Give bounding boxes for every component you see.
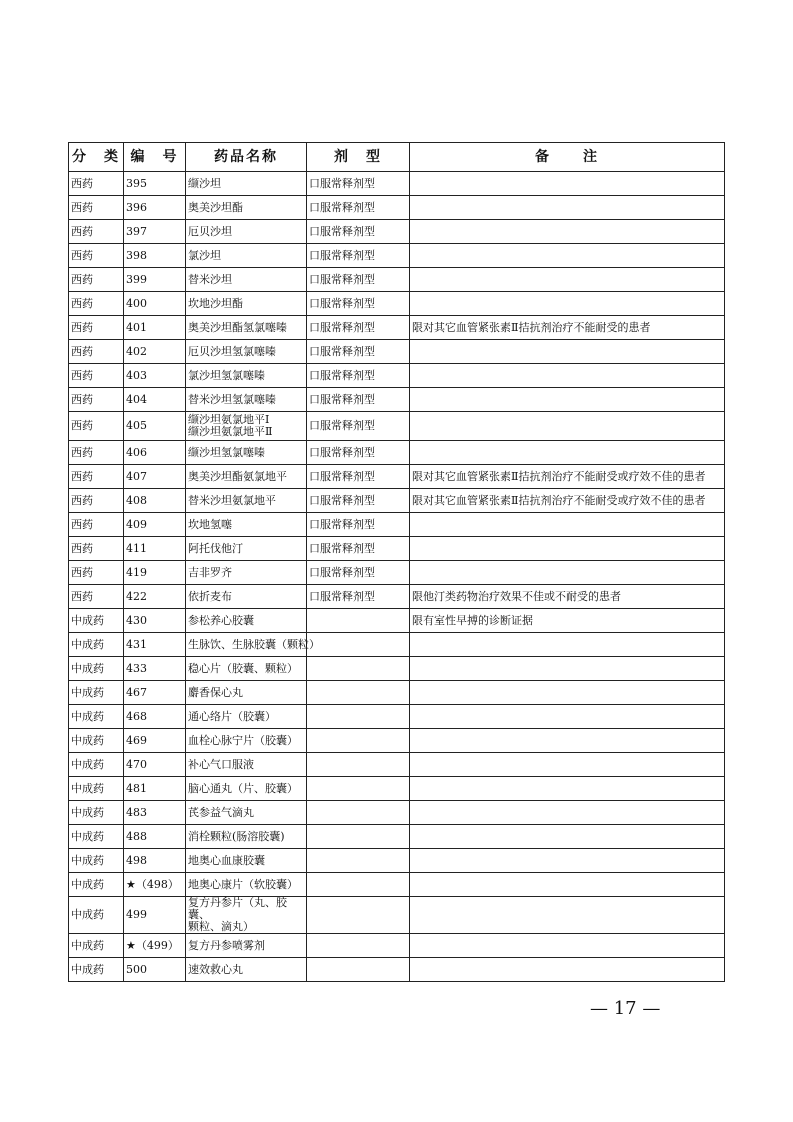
- table-row: [69, 681, 725, 705]
- table-row: [69, 537, 725, 561]
- table-row: [69, 705, 725, 729]
- table-row: [69, 849, 725, 873]
- number-cell: 395: [124, 172, 186, 196]
- drug-name-cell: 复方丹参片（丸、胶囊、 颗粒、滴丸）: [186, 897, 307, 934]
- drug-list-table: [68, 142, 725, 982]
- category-cell: 中成药: [69, 705, 124, 729]
- remarks-cell: [410, 849, 725, 873]
- drug-name-cell: 麝香保心丸: [186, 681, 307, 705]
- number-cell: 401: [124, 316, 186, 340]
- number-cell: 396: [124, 196, 186, 220]
- number-cell: 430: [124, 609, 186, 633]
- number-cell: 470: [124, 753, 186, 777]
- remarks-cell: [410, 705, 725, 729]
- table-row: [69, 489, 725, 513]
- table-body: [69, 172, 725, 982]
- dosage-form-cell: 口服常释剂型: [307, 489, 410, 513]
- header-drug-name: 药品名称: [186, 143, 307, 172]
- number-cell: 468: [124, 705, 186, 729]
- remarks-cell: [410, 364, 725, 388]
- number-cell: ★（498）: [124, 873, 186, 897]
- remarks-cell: [410, 681, 725, 705]
- drug-name-cell: 氯沙坦: [186, 244, 307, 268]
- table-row: [69, 412, 725, 441]
- remarks-cell: [410, 292, 725, 316]
- drug-name-cell: 厄贝沙坦氢氯噻嗪: [186, 340, 307, 364]
- remarks-cell: [410, 268, 725, 292]
- number-cell: 408: [124, 489, 186, 513]
- table-row: [69, 873, 725, 897]
- dosage-form-cell: 口服常释剂型: [307, 537, 410, 561]
- table-row: [69, 244, 725, 268]
- remarks-cell: [410, 657, 725, 681]
- remarks-cell: 限对其它血管紧张素Ⅱ拮抗剂治疗不能耐受的患者: [410, 316, 725, 340]
- drug-name-cell: 坎地沙坦酯: [186, 292, 307, 316]
- category-cell: 中成药: [69, 849, 124, 873]
- category-cell: 西药: [69, 340, 124, 364]
- category-cell: 中成药: [69, 934, 124, 958]
- drug-name-cell: 奥美沙坦酯: [186, 196, 307, 220]
- remarks-cell: [410, 958, 725, 982]
- table-row: [69, 609, 725, 633]
- category-cell: 中成药: [69, 777, 124, 801]
- number-cell: 422: [124, 585, 186, 609]
- dosage-form-cell: [307, 753, 410, 777]
- drug-name-cell: 地奥心康片（软胶囊）: [186, 873, 307, 897]
- category-cell: 中成药: [69, 897, 124, 934]
- number-cell: 500: [124, 958, 186, 982]
- number-cell: 406: [124, 441, 186, 465]
- remarks-cell: [410, 934, 725, 958]
- remarks-cell: [410, 729, 725, 753]
- drug-name-cell: 通心络片（胶囊）: [186, 705, 307, 729]
- dosage-form-cell: 口服常释剂型: [307, 412, 410, 441]
- page-number: — 17 —: [590, 998, 661, 1019]
- number-cell: 407: [124, 465, 186, 489]
- remarks-cell: [410, 633, 725, 657]
- category-cell: 中成药: [69, 753, 124, 777]
- dosage-form-cell: [307, 873, 410, 897]
- dosage-form-cell: 口服常释剂型: [307, 220, 410, 244]
- remarks-cell: [410, 388, 725, 412]
- remarks-cell: 限有室性早搏的诊断证据: [410, 609, 725, 633]
- dosage-form-cell: 口服常释剂型: [307, 292, 410, 316]
- number-cell: 488: [124, 825, 186, 849]
- remarks-cell: [410, 412, 725, 441]
- table-row: [69, 825, 725, 849]
- number-cell: 469: [124, 729, 186, 753]
- dosage-form-cell: [307, 897, 410, 934]
- table-row: [69, 513, 725, 537]
- dosage-form-cell: 口服常释剂型: [307, 244, 410, 268]
- table-row: [69, 801, 725, 825]
- drug-name-cell: 厄贝沙坦: [186, 220, 307, 244]
- dosage-form-cell: [307, 609, 410, 633]
- number-cell: 398: [124, 244, 186, 268]
- remarks-cell: [410, 537, 725, 561]
- table-row: [69, 657, 725, 681]
- number-cell: 419: [124, 561, 186, 585]
- number-cell: 404: [124, 388, 186, 412]
- dosage-form-cell: 口服常释剂型: [307, 561, 410, 585]
- dosage-form-cell: 口服常释剂型: [307, 388, 410, 412]
- drug-name-cell: 补心气口服液: [186, 753, 307, 777]
- dosage-form-cell: [307, 729, 410, 753]
- dosage-form-cell: [307, 801, 410, 825]
- dosage-form-cell: 口服常释剂型: [307, 268, 410, 292]
- drug-name-cell: 消栓颗粒(肠溶胶囊): [186, 825, 307, 849]
- remarks-cell: [410, 196, 725, 220]
- table-header-row: [69, 143, 725, 172]
- number-cell: 400: [124, 292, 186, 316]
- drug-name-cell: 血栓心脉宁片（胶囊）: [186, 729, 307, 753]
- table-row: [69, 958, 725, 982]
- number-cell: 403: [124, 364, 186, 388]
- category-cell: 西药: [69, 220, 124, 244]
- drug-name-cell: 复方丹参喷雾剂: [186, 934, 307, 958]
- header-category: 分 类: [69, 143, 124, 172]
- remarks-cell: 限对其它血管紧张素Ⅱ拮抗剂治疗不能耐受或疗效不佳的患者: [410, 465, 725, 489]
- dosage-form-cell: [307, 657, 410, 681]
- number-cell: 498: [124, 849, 186, 873]
- category-cell: 西药: [69, 465, 124, 489]
- dosage-form-cell: 口服常释剂型: [307, 172, 410, 196]
- drug-name-cell: 速效救心丸: [186, 958, 307, 982]
- remarks-cell: [410, 340, 725, 364]
- dosage-form-cell: 口服常释剂型: [307, 441, 410, 465]
- category-cell: 西药: [69, 364, 124, 388]
- table-row: [69, 465, 725, 489]
- drug-name-cell: 稳心片（胶囊、颗粒）: [186, 657, 307, 681]
- table-row: [69, 753, 725, 777]
- drug-name-cell: 芪参益气滴丸: [186, 801, 307, 825]
- drug-name-cell: 替米沙坦氢氯噻嗪: [186, 388, 307, 412]
- table-row: [69, 897, 725, 934]
- table-row: [69, 729, 725, 753]
- remarks-cell: [410, 873, 725, 897]
- table-row: [69, 316, 725, 340]
- table-row: [69, 441, 725, 465]
- table-row: [69, 268, 725, 292]
- drug-name-cell: 氯沙坦氢氯噻嗪: [186, 364, 307, 388]
- dosage-form-cell: [307, 633, 410, 657]
- category-cell: 西药: [69, 537, 124, 561]
- remarks-cell: 限他汀类药物治疗效果不佳或不耐受的患者: [410, 585, 725, 609]
- number-cell: 409: [124, 513, 186, 537]
- dosage-form-cell: 口服常释剂型: [307, 465, 410, 489]
- category-cell: 西药: [69, 561, 124, 585]
- category-cell: 西药: [69, 316, 124, 340]
- dosage-form-cell: [307, 958, 410, 982]
- header-remarks: 备 注: [410, 143, 725, 172]
- dosage-form-cell: [307, 681, 410, 705]
- category-cell: 西药: [69, 441, 124, 465]
- dosage-form-cell: [307, 825, 410, 849]
- table-row: [69, 220, 725, 244]
- dosage-form-cell: [307, 934, 410, 958]
- dosage-form-cell: 口服常释剂型: [307, 513, 410, 537]
- number-cell: 483: [124, 801, 186, 825]
- category-cell: 中成药: [69, 729, 124, 753]
- category-cell: 西药: [69, 244, 124, 268]
- remarks-cell: [410, 441, 725, 465]
- drug-name-cell: 吉非罗齐: [186, 561, 307, 585]
- category-cell: 中成药: [69, 633, 124, 657]
- table-row: [69, 561, 725, 585]
- number-cell: 499: [124, 897, 186, 934]
- header-dosage-form: 剂 型: [307, 143, 410, 172]
- remarks-cell: [410, 753, 725, 777]
- table-row: [69, 292, 725, 316]
- drug-name-cell: 坎地氢噻: [186, 513, 307, 537]
- number-cell: 399: [124, 268, 186, 292]
- number-cell: 397: [124, 220, 186, 244]
- table-row: [69, 777, 725, 801]
- table-row: [69, 585, 725, 609]
- category-cell: 中成药: [69, 681, 124, 705]
- drug-name-cell: 参松养心胶囊: [186, 609, 307, 633]
- remarks-cell: [410, 513, 725, 537]
- table-row: [69, 364, 725, 388]
- remarks-cell: [410, 777, 725, 801]
- drug-name-cell: 依折麦布: [186, 585, 307, 609]
- category-cell: 西药: [69, 513, 124, 537]
- drug-name-cell: 生脉饮、生脉胶囊（颗粒）: [186, 633, 307, 657]
- remarks-cell: [410, 244, 725, 268]
- dosage-form-cell: 口服常释剂型: [307, 316, 410, 340]
- category-cell: 西药: [69, 292, 124, 316]
- dosage-form-cell: [307, 777, 410, 801]
- category-cell: 西药: [69, 388, 124, 412]
- category-cell: 西药: [69, 196, 124, 220]
- number-cell: 467: [124, 681, 186, 705]
- dosage-form-cell: 口服常释剂型: [307, 364, 410, 388]
- category-cell: 西药: [69, 412, 124, 441]
- number-cell: 481: [124, 777, 186, 801]
- category-cell: 中成药: [69, 825, 124, 849]
- remarks-cell: [410, 220, 725, 244]
- remarks-cell: 限对其它血管紧张素Ⅱ拮抗剂治疗不能耐受或疗效不佳的患者: [410, 489, 725, 513]
- category-cell: 中成药: [69, 609, 124, 633]
- category-cell: 中成药: [69, 657, 124, 681]
- drug-name-cell: 奥美沙坦酯氢氯噻嗪: [186, 316, 307, 340]
- dosage-form-cell: [307, 849, 410, 873]
- drug-name-cell: 缬沙坦氨氯地平Ⅰ 缬沙坦氨氯地平Ⅱ: [186, 412, 307, 441]
- remarks-cell: [410, 897, 725, 934]
- dosage-form-cell: [307, 705, 410, 729]
- number-cell: ★（499）: [124, 934, 186, 958]
- drug-name-cell: 替米沙坦: [186, 268, 307, 292]
- drug-name-cell: 地奥心血康胶囊: [186, 849, 307, 873]
- category-cell: 西药: [69, 172, 124, 196]
- table-row: [69, 172, 725, 196]
- table-row: [69, 934, 725, 958]
- category-cell: 西药: [69, 585, 124, 609]
- table-row: [69, 633, 725, 657]
- table-row: [69, 196, 725, 220]
- category-cell: 西药: [69, 268, 124, 292]
- header-number: 编 号: [124, 143, 186, 172]
- drug-name-cell: 奥美沙坦酯氨氯地平: [186, 465, 307, 489]
- remarks-cell: [410, 801, 725, 825]
- table-row: [69, 388, 725, 412]
- category-cell: 中成药: [69, 873, 124, 897]
- drug-name-cell: 替米沙坦氨氯地平: [186, 489, 307, 513]
- drug-name-cell: 缬沙坦: [186, 172, 307, 196]
- drug-name-cell: 脑心通丸（片、胶囊）: [186, 777, 307, 801]
- category-cell: 中成药: [69, 801, 124, 825]
- dosage-form-cell: 口服常释剂型: [307, 340, 410, 364]
- drug-name-cell: 缬沙坦氢氯噻嗪: [186, 441, 307, 465]
- category-cell: 中成药: [69, 958, 124, 982]
- drug-name-cell: 阿托伐他汀: [186, 537, 307, 561]
- number-cell: 433: [124, 657, 186, 681]
- number-cell: 431: [124, 633, 186, 657]
- number-cell: 411: [124, 537, 186, 561]
- dosage-form-cell: 口服常释剂型: [307, 196, 410, 220]
- table-row: [69, 340, 725, 364]
- remarks-cell: [410, 825, 725, 849]
- number-cell: 405: [124, 412, 186, 441]
- dosage-form-cell: 口服常释剂型: [307, 585, 410, 609]
- remarks-cell: [410, 172, 725, 196]
- category-cell: 西药: [69, 489, 124, 513]
- number-cell: 402: [124, 340, 186, 364]
- remarks-cell: [410, 561, 725, 585]
